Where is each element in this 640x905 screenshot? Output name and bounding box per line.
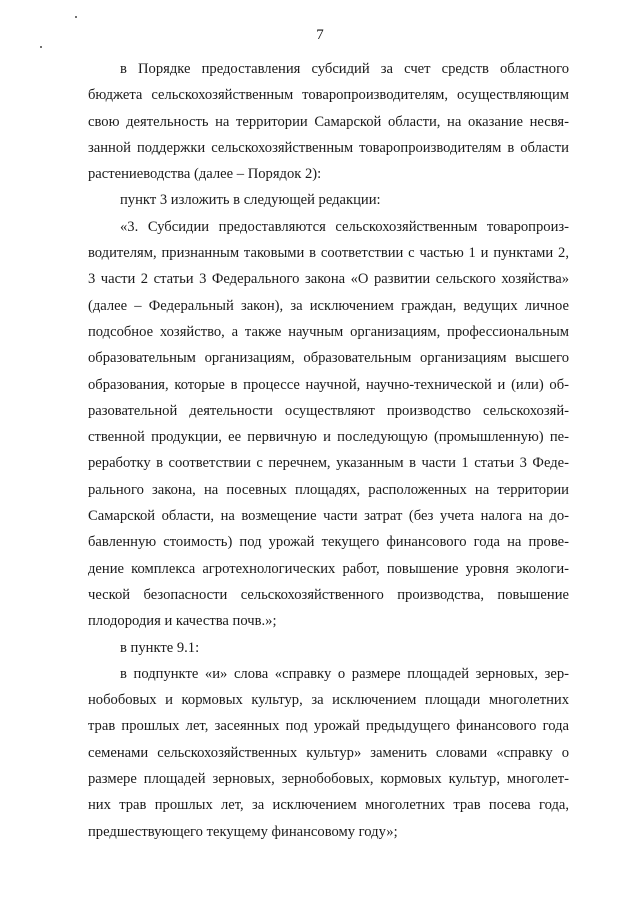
page-number: 7: [316, 27, 324, 43]
text-line: водителям, признанным таковыми в соответствии с частью 1 и пунктами 2,: [88, 245, 569, 262]
scan-speck: [75, 16, 77, 18]
text-line: рального закона, на посевных площадях, расположенных на территории: [88, 481, 569, 498]
text-line: нобобовых и кормовых культур, за исключением площади многолетних: [88, 692, 569, 709]
scan-speck: [40, 46, 42, 48]
document-body: [88, 56, 569, 845]
text-line: растениеводства (далее – Порядок 2):: [88, 166, 322, 183]
text-line: них трав прошлых лет, за исключением многолетних трав посева года,: [88, 797, 569, 814]
text-line: «3. Субсидии предоставляются сельскохозяйственным товаропроиз-: [120, 218, 569, 235]
text-line: семенами сельскохозяйственных культур» заменить словами «справку о: [88, 744, 569, 761]
text-line: в подпункте «и» слова «справку о размере площадей зерновых, зер-: [120, 665, 569, 682]
text-line: бавленную стоимость) под урожай текущего финансового года на прове-: [88, 534, 569, 551]
text-line: 3 части 2 статьи 3 Федерального закона «О развитии сельского хозяйства»: [88, 271, 569, 288]
text-line: размере площадей зерновых, зернобобовых, кормовых культур, многолет-: [88, 771, 569, 788]
text-line: в пункте 9.1:: [120, 639, 200, 656]
text-line: подсобное хозяйство, а также научным организациям, профессиональным: [88, 323, 569, 340]
text-line: пункт 3 изложить в следующей редакции:: [120, 192, 381, 209]
text-line: реработку в соответствии с перечнем, указанным в части 1 статьи 3 Феде-: [88, 455, 569, 472]
text-line: занной поддержки сельскохозяйственным товаропроизводителям в области: [88, 139, 569, 156]
text-line: в Порядке предоставления субсидий за счет средств областного: [120, 61, 569, 77]
text-line: образования, которые в процессе научной, научно-технической и (или) об-: [88, 376, 569, 393]
text-line: трав прошлых лет, засеянных под урожай предыдущего финансового года: [88, 718, 569, 735]
text-line: ственной продукции, ее первичную и последующую (промышленную) пе-: [88, 429, 569, 446]
text-line: бюджета сельскохозяйственным товаропроизводителям, осуществляющим: [88, 87, 569, 104]
text-line: (далее – Федеральный закон), за исключением граждан, ведущих личное: [88, 297, 569, 314]
text-line: свою деятельность на территории Самарской области, на оказание несвя-: [88, 113, 569, 130]
text-line: ческой безопасности сельскохозяйственного производства, повышение: [88, 586, 569, 603]
text-line: образовательным организациям, образовательным организациям высшего: [88, 350, 569, 367]
text-line: Самарской области, на возмещение части затрат (без учета налога на до-: [88, 508, 569, 525]
text-line: предшествующего текущему финансовому году»;: [88, 823, 398, 840]
text-line: разовательной деятельности осуществляют производство сельскохозяй-: [88, 402, 569, 419]
text-line: плодородия и качества почв.»;: [88, 613, 277, 630]
text-line: дение комплекса агротехнологических работ, повышение уровня экологи-: [88, 560, 569, 577]
